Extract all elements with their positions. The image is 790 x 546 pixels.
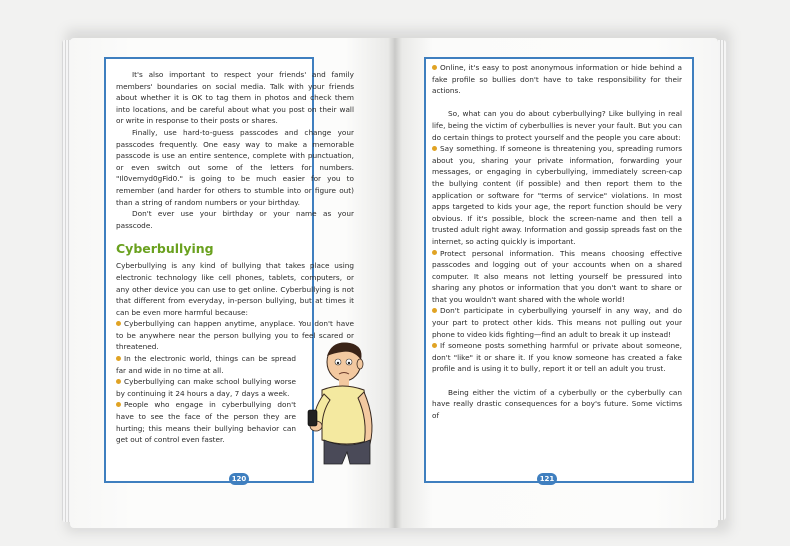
list-item: In the electronic world, things can be spread far and wide in no time at all. (116, 354, 296, 375)
page-number: 121 (537, 473, 557, 485)
bullet-icon (432, 250, 437, 255)
paragraph: It's also important to respect your friends' and family members' boundaries on social media. Talk with your friends about whether it is OK to tag them in photos and check them into locations, and be careful about what you post on their wall or write in response to their posts or shares. (116, 70, 354, 126)
paragraph: Being either the victim of a cyberbully or the cyberbully can have really drastic consequences for a boy's future. Some victims of (432, 387, 682, 420)
list-item: Say something. If someone is threatening you, spreading rumors about you, sharing your private information, forwarding your messages, or engaging in cyberbullying, immediately screen-cap the bullying content (if possible) and then report them to the application or software for "terms of service" violations. In most apps targeted to kids your age, the report function should be very obvious. If it's possible, block the screen-name and then tell a trusted adult right away. Information and gossip spreads fast on the internet, so acting quickly is important. (432, 144, 682, 246)
bullet-icon (116, 321, 121, 326)
book-spine (388, 38, 402, 528)
intro-paragraph: Cyberbullying is any kind of bullying that takes place using electronic technology like cell phones, tablets, computers, or any other device you can use to get online. Cyberbullying is not that different from everyday, in-person bullying, but at times it can be even more harmful because: (116, 261, 354, 317)
paragraph: Finally, use hard-to-guess passcodes and change your passcodes frequently. One easy way to make a memorable passcode is use an entire sentence, complete with punctuation, or even switch out some of the letters for numbers. "Il0vemyd0gFid0." is going to be much easier for you to remember (and harder for others to stumble into or figure out) than a string of random numbers or your birthday. (116, 127, 354, 207)
paragraph: So, what can you do about cyberbullying? Like bullying in real life, being the victim of cyberbullies is never your fault. But you can do certain things to protect yourself and the people you care about: (432, 109, 682, 142)
paragraph: Don't ever use your birthday or your name as your passcode. (116, 209, 354, 230)
bullet-icon (116, 356, 121, 361)
bullet-icon (432, 308, 437, 313)
list-item: Don't participate in cyberbullying yourself in any way, and do your part to protect other kids. This means not pulling out your phone to video kids fighting—find an adult to break it up instead! (432, 306, 682, 339)
right-page-content (432, 62, 682, 421)
bullet-icon (116, 402, 121, 407)
bullet-icon (432, 146, 437, 151)
bullet-icon (432, 65, 437, 70)
page-number: 120 (229, 473, 249, 485)
list-item: Cyberbullying can make school bullying worse by continuing it 24 hours a day, 7 days a week. (116, 377, 296, 398)
bullet-icon (432, 343, 437, 348)
boy-with-phone-illustration (292, 340, 380, 470)
list-item: If someone posts something harmful or private about someone, don't "like" it or share it. If you know someone has created a fake profile and is using it to bully, report it or tell an adult you trust. (432, 341, 682, 374)
list-item: Protect personal information. This means choosing effective passcodes and logging out of your accounts when on a shared computer. It also means not letting yourself be pressured into sharing any photos or information that you don't want to share or that you wouldn't want shared with the whole world! (432, 248, 682, 304)
bullet-icon (116, 379, 121, 384)
list-item: People who engage in cyberbullying don't have to see the face of the person they are hurting; this means their bullying behavior can get out of control even faster. (116, 400, 296, 445)
list-item: Online, it's easy to post anonymous information or hide behind a fake profile so bullies don't have to take responsibility for their actions. (432, 63, 682, 96)
section-heading: Cyberbullying (116, 241, 214, 257)
list-item: Cyberbullying can happen anytime, anyplace. You don't have to be anywhere near the person bullying you to feel scared or threatened. (116, 319, 354, 352)
